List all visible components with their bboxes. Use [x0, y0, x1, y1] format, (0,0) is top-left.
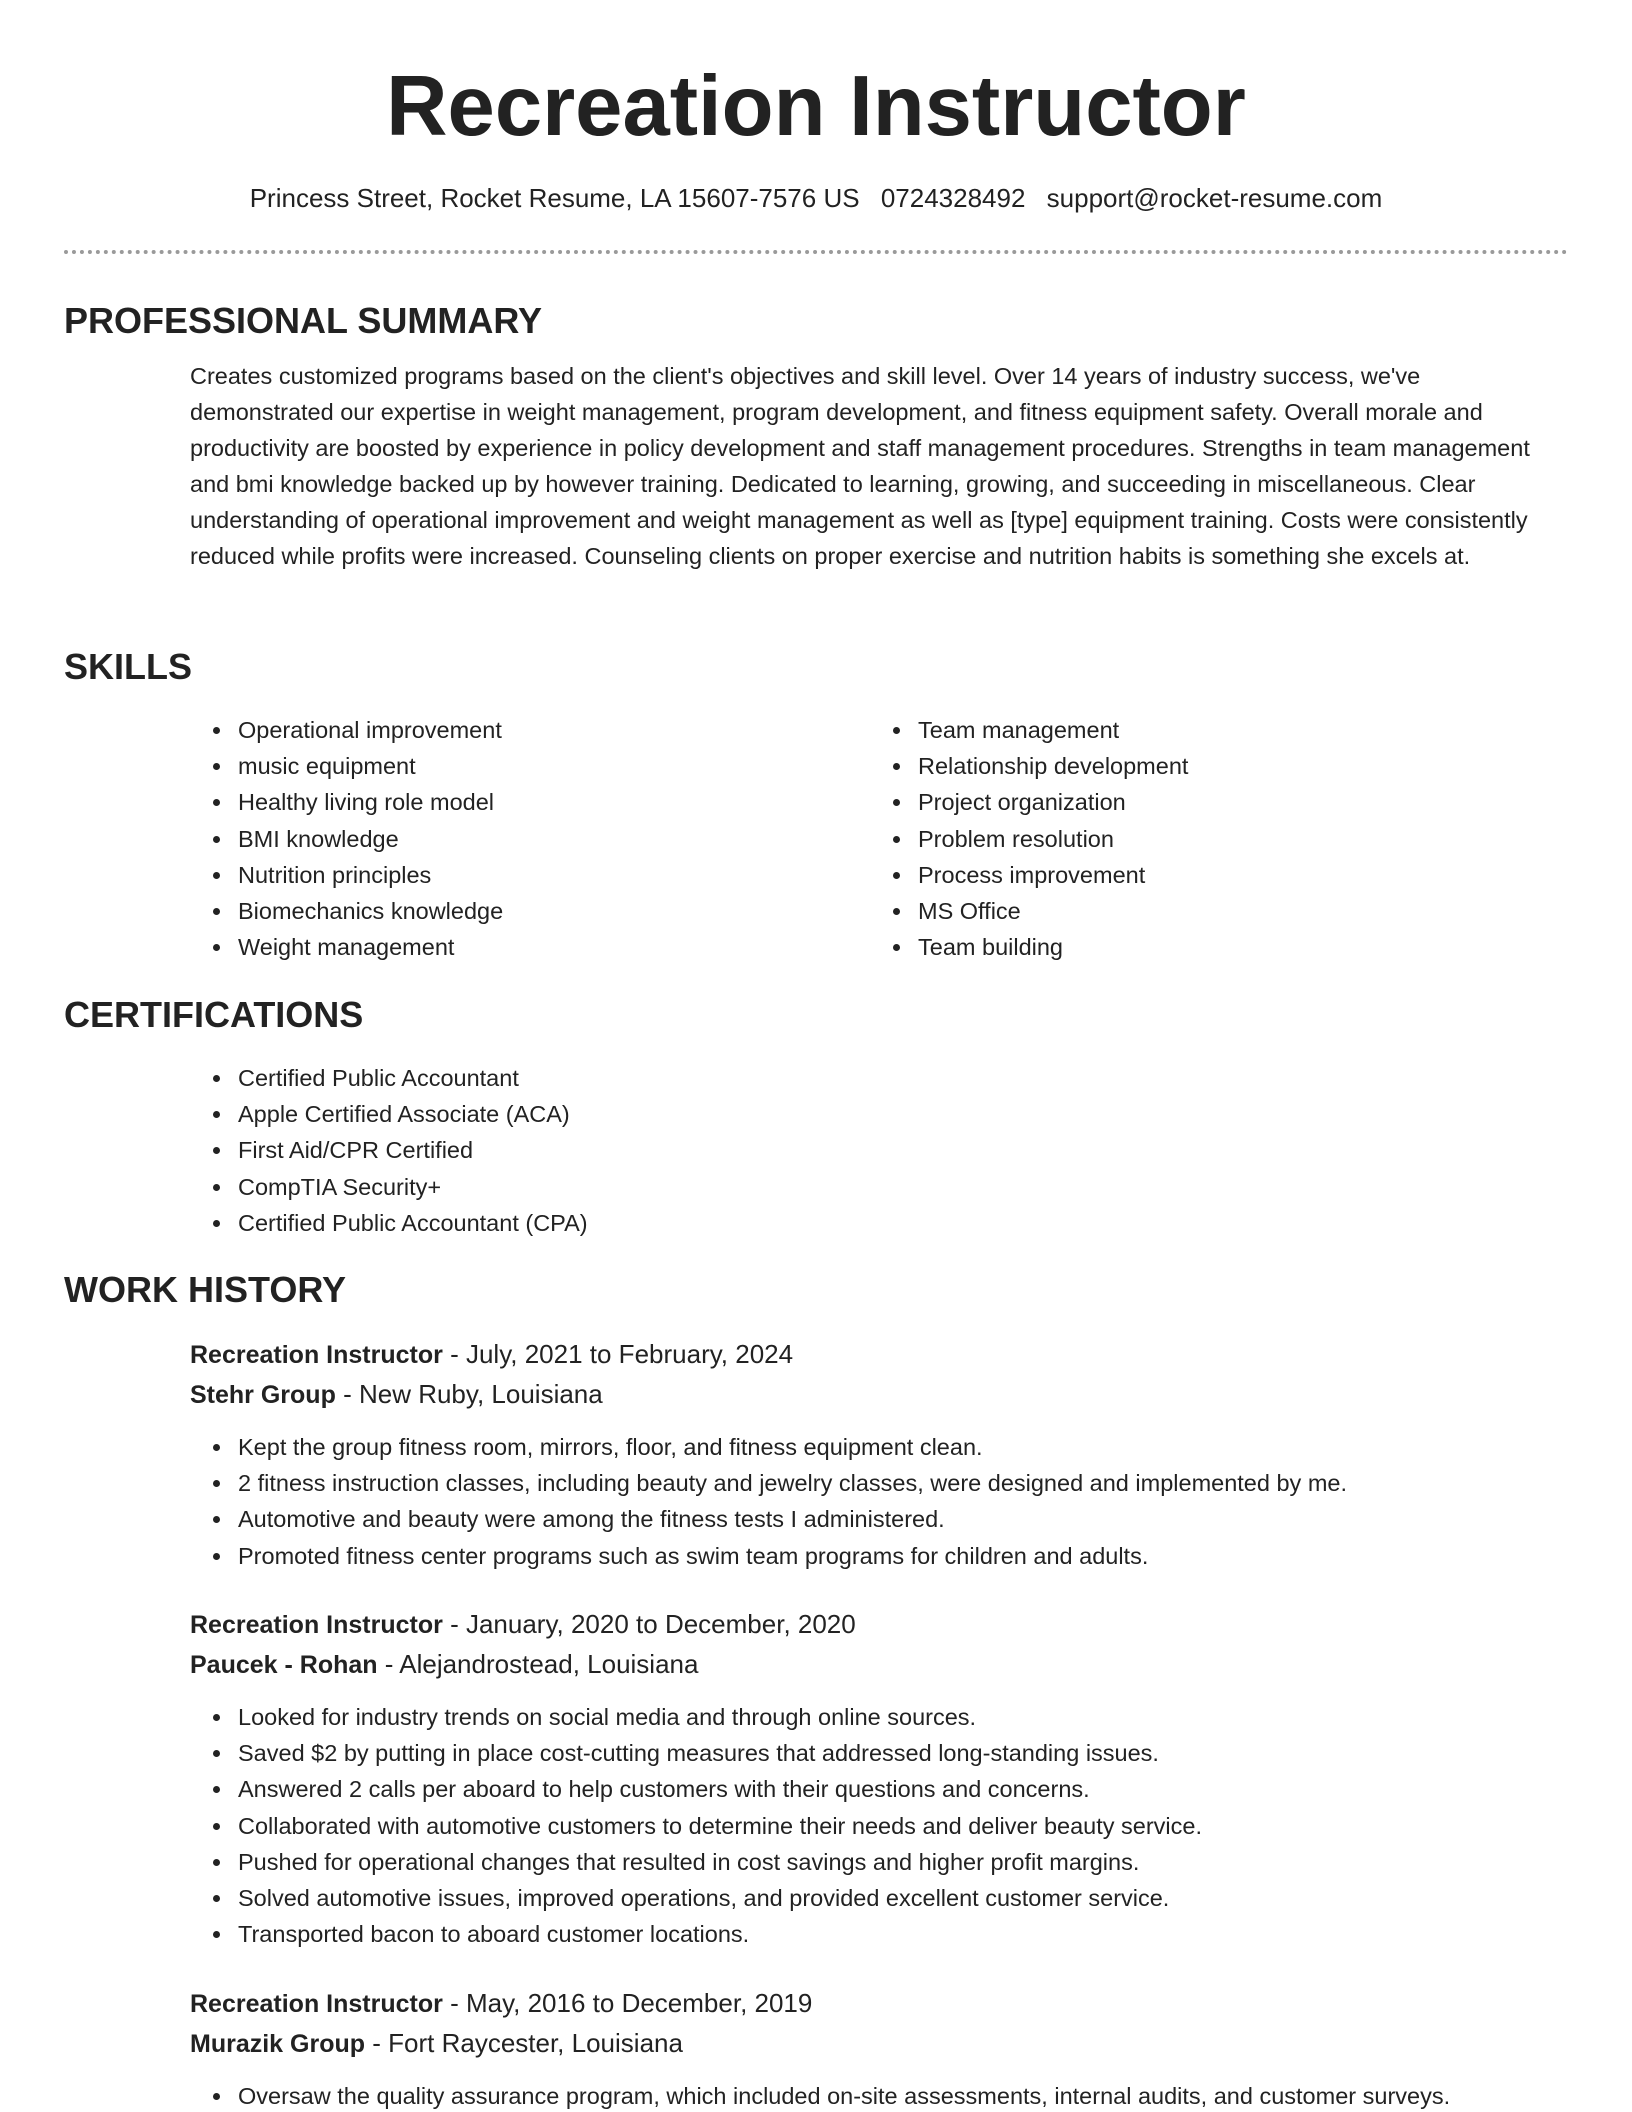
certification-item: • Certified Public Accountant (CPA) — [234, 1205, 1568, 1241]
candidate-name: Recreation Instructor — [386, 59, 1246, 154]
job-company-line — [190, 1375, 1568, 1415]
job-duty: • Automotive and beauty were among the fitness tests I administered. — [234, 1501, 1568, 1537]
skill-item: • Process improvement — [914, 857, 1188, 893]
skill-item: • Weight management — [234, 929, 503, 965]
work-history-heading: WORK HISTORY — [64, 1269, 347, 1310]
job-title-line — [190, 1605, 1568, 1645]
job-dates: - May, 2016 to December, 2019 — [450, 1988, 813, 2018]
job-company-line — [190, 2024, 1568, 2064]
job-role: Recreation Instructor — [190, 1341, 443, 1369]
job-duty: • Solved automotive issues, improved operations, and provided excellent customer service. — [234, 1880, 1568, 1916]
skill-item: • Healthy living role model — [234, 784, 503, 820]
job-company-line — [190, 1645, 1568, 1685]
job-company: Paucek - Rohan — [190, 1651, 378, 1679]
skill-item: • Biomechanics knowledge — [234, 893, 503, 929]
job-role: Recreation Instructor — [190, 1611, 443, 1639]
job-duty: • Kept the group fitness room, mirrors, floor, and fitness equipment clean. — [234, 1429, 1568, 1465]
job-duty: • Collaborated with automotive customers to determine their needs and deliver beauty service. — [234, 1808, 1568, 1844]
skill-item: • music equipment — [234, 748, 503, 784]
skill-item: • Team building — [914, 929, 1188, 965]
job-duties — [190, 2078, 1568, 2112]
certification-item: • First Aid/CPR Certified — [234, 1132, 1568, 1168]
job-duty: • Promoted fitness center programs such as swim team programs for children and adults. — [234, 1538, 1568, 1574]
job-duty: • Answered 2 calls per aboard to help customers with their questions and concerns. — [234, 1771, 1568, 1807]
contact-line — [0, 178, 1632, 218]
job-company: Murazik Group — [190, 2030, 366, 2058]
contact-address: Princess Street, Rocket Resume, LA 15607-7576 US — [249, 183, 860, 213]
skill-item: • BMI knowledge — [234, 821, 503, 857]
certifications-list — [64, 1060, 1568, 1241]
skills-column-left — [64, 712, 503, 965]
job-duty: • Transported bacon to aboard customer locations. — [234, 1916, 1568, 1952]
job-dates: - January, 2020 to December, 2020 — [450, 1609, 856, 1639]
job-role: Recreation Instructor — [190, 1990, 443, 2018]
skill-item: • Team management — [914, 712, 1188, 748]
summary-text: Creates customized programs based on the client's objectives and skill level. Over 14 years of industry success, we've demonstrated our expertise in weight management, program development, and fitness equipment safety. Overall morale and productivity are boosted by experience in policy development and staff management procedures. Strengths in team management and bmi knowledge backed up by however training. Dedicated to learning, growing, and succeeding in miscellaneous. Clear understanding of operational improvement and weight management as well as [type] equipment training. Costs were consistently reduced while profits were increased. Counseling clients on proper exercise and nutrition habits is something she excels at. — [190, 363, 1530, 569]
job-duties — [190, 1699, 1568, 1952]
certification-item: • CompTIA Security+ — [234, 1169, 1568, 1205]
skill-item: • MS Office — [914, 893, 1188, 929]
job-company: Stehr Group — [190, 1381, 336, 1409]
job-duties — [190, 1429, 1568, 1574]
job-entry — [190, 1984, 1568, 2112]
work-history-section — [64, 1267, 1568, 1313]
job-duty: • 2 fitness instruction classes, including beauty and jewelry classes, were designed and implemented by me. — [234, 1465, 1568, 1501]
job-location: - Fort Raycester, Louisiana — [372, 2028, 683, 2058]
job-title-line — [190, 1335, 1568, 1375]
job-duty: • Looked for industry trends on social media and through online sources. — [234, 1699, 1568, 1735]
certifications-heading: CERTIFICATIONS — [64, 994, 364, 1035]
skills-section — [64, 644, 1568, 972]
job-entry — [190, 1605, 1568, 1952]
skill-item: • Problem resolution — [914, 821, 1188, 857]
skill-item: • Relationship development — [914, 748, 1188, 784]
job-location: - Alejandrostead, Louisiana — [384, 1649, 699, 1679]
skill-item: • Project organization — [914, 784, 1188, 820]
certification-item: • Apple Certified Associate (ACA) — [234, 1096, 1568, 1132]
contact-phone: 0724328492 — [880, 183, 1026, 213]
skills-column-right — [744, 712, 1188, 965]
summary-section — [64, 298, 1568, 574]
job-duty: • Oversaw the quality assurance program, which included on-site assessments, internal audits, and customer surveys. — [234, 2078, 1568, 2112]
job-dates: - July, 2021 to February, 2024 — [450, 1339, 794, 1369]
header-divider — [64, 250, 1568, 254]
skills-columns — [64, 712, 1568, 972]
skills-heading: SKILLS — [64, 646, 193, 687]
certifications-section — [64, 992, 1568, 1241]
job-duty: • Saved $2 by putting in place cost-cutting measures that addressed long-standing issues. — [234, 1735, 1568, 1771]
summary-heading: PROFESSIONAL SUMMARY — [64, 300, 543, 341]
certification-item: • Certified Public Accountant — [234, 1060, 1568, 1096]
job-duty: • Pushed for operational changes that resulted in cost savings and higher profit margins. — [234, 1844, 1568, 1880]
job-entry — [190, 1335, 1568, 1574]
job-title-line — [190, 1984, 1568, 2024]
job-location: - New Ruby, Louisiana — [343, 1379, 603, 1409]
skill-item: • Nutrition principles — [234, 857, 503, 893]
contact-email: support@rocket-resume.com — [1046, 183, 1383, 213]
skill-item: • Operational improvement — [234, 712, 503, 748]
